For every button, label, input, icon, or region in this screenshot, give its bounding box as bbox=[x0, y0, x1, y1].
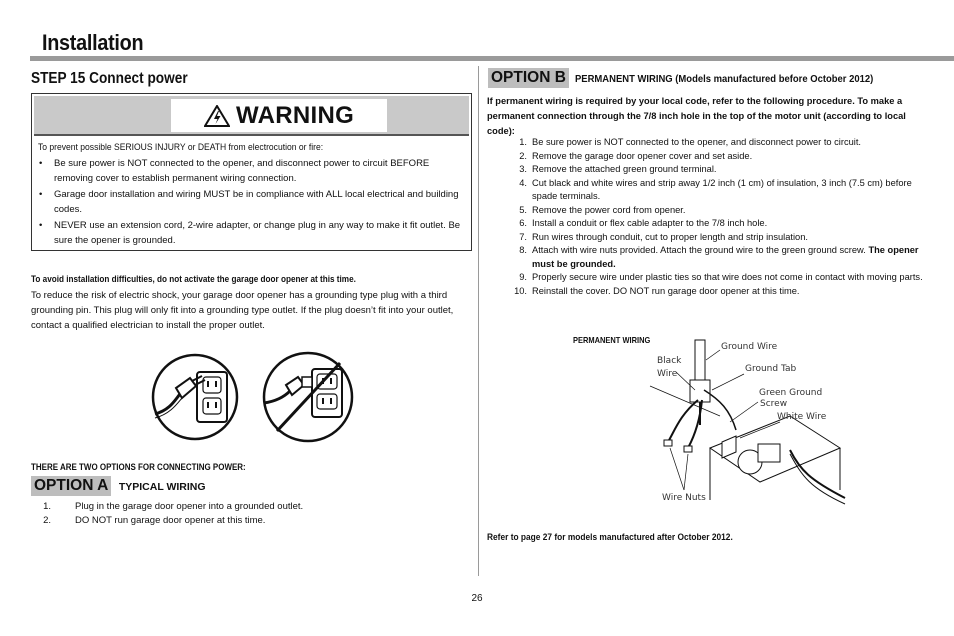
label-green-screw-1: Green Ground bbox=[759, 388, 823, 398]
two-options-heading: THERE ARE TWO OPTIONS FOR CONNECTING POWER: bbox=[31, 462, 246, 473]
label-ground-tab: Ground Tab bbox=[745, 364, 797, 374]
option-a-tag: OPTION A bbox=[31, 476, 111, 496]
list-item: 2. DO NOT run garage door opener at this time. bbox=[43, 514, 266, 526]
option-b-title: PERMANENT WIRING (Models manufactured before October 2012) bbox=[575, 73, 874, 85]
option-b-tag: OPTION B bbox=[488, 68, 569, 88]
label-wire-nuts: Wire Nuts bbox=[662, 493, 706, 503]
option-a-steps bbox=[33, 500, 463, 527]
option-b-heading bbox=[488, 68, 907, 88]
list-item: 4. Cut black and white wires and strip away 1/2 inch (1 cm) of insulation, 3 inch (7.5 cm) before spade terminals. bbox=[519, 177, 912, 201]
warning-bullet: • Be sure power is NOT connected to the opener, and disconnect power to circuit BEFORE removing cover to establish permanent wiring connection. bbox=[38, 156, 466, 187]
warning-body bbox=[38, 140, 466, 249]
label-white-wire: White Wire bbox=[777, 412, 827, 422]
option-b-steps bbox=[487, 136, 932, 298]
title-rule bbox=[30, 56, 954, 61]
step-heading: STEP 15 Connect power bbox=[31, 70, 188, 87]
warning-intro: To prevent possible SERIOUS INJURY or DEATH from electrocution or fire: bbox=[38, 142, 324, 153]
warning-box bbox=[31, 93, 472, 251]
warning-label bbox=[171, 99, 387, 132]
list-item: 1. Be sure power is NOT connected to the opener, and disconnect power to circuit. bbox=[519, 137, 862, 147]
warning-bullet: • NEVER use an extension cord, 2-wire adapter, or change plug in any way to make it fit outlet. Be sure the opener is grounded. bbox=[38, 218, 466, 249]
adapter-plug-prohibited-illustration bbox=[260, 349, 356, 445]
list-item: 8. Attach with wire nuts provided. Attach the ground wire to the green ground screw. The opener must be grounded. bbox=[519, 245, 919, 269]
list-item: 3. Remove the attached green ground terminal. bbox=[519, 164, 717, 174]
footer-reference: Refer to page 27 for models manufactured after October 2012. bbox=[487, 532, 733, 543]
list-item: 7. Run wires through conduit, cut to proper length and strip insulation. bbox=[519, 231, 808, 242]
label-black-wire-1: Black bbox=[657, 356, 682, 366]
label-green-screw-2: Screw bbox=[760, 399, 788, 409]
page-number: 26 bbox=[471, 593, 483, 604]
caution-note: To avoid installation difficulties, do not activate the garage door opener at this time. bbox=[31, 274, 356, 285]
option-a-title: TYPICAL WIRING bbox=[118, 481, 206, 493]
list-item: 10. Reinstall the cover. DO NOT run garage door opener at this time. bbox=[514, 285, 800, 296]
label-ground-wire: Ground Wire bbox=[721, 342, 778, 352]
option-a-heading bbox=[31, 476, 206, 496]
diagram-title: PERMANENT WIRING bbox=[573, 335, 651, 345]
electric-shock-warning-icon bbox=[204, 105, 230, 127]
grounded-plug-correct-illustration bbox=[150, 352, 240, 442]
list-item: 9. Properly secure wire under plastic ties so that wire does not come in contact with moving parts. bbox=[519, 272, 923, 282]
label-black-wire-2: Wire bbox=[657, 369, 678, 379]
warning-bullets bbox=[38, 156, 466, 249]
list-item: 2. Remove the garage door opener cover and set aside. bbox=[519, 150, 753, 161]
warning-header-band bbox=[34, 96, 469, 136]
grounding-paragraph: To reduce the risk of electric shock, your garage door opener has a grounding type plug with a third grounding pin. This plug will only fit into a grounding type outlet. If the plug doesn’t fit into your outlet, contact a qualified electrician to install the proper outlet. bbox=[31, 290, 454, 331]
column-divider bbox=[478, 66, 479, 576]
list-item: 5. Remove the power cord from opener. bbox=[519, 204, 686, 215]
warning-bullet: • Garage door installation and wiring MUST be in compliance with ALL local electrical and building codes. bbox=[38, 187, 466, 218]
warning-word: WARNING bbox=[235, 101, 355, 129]
option-b-intro: If permanent wiring is required by your local code, refer to the following procedure. To make a permanent connection through the 7/8 inch hole in the top of the motor unit (according to local code): bbox=[487, 96, 906, 136]
list-item: 1. Plug in the garage door opener into a grounded outlet. bbox=[43, 501, 304, 512]
page-title: Installation bbox=[42, 30, 144, 55]
list-item: 6. Install a conduit or flex cable adapter to the 7/8 inch hole. bbox=[519, 218, 768, 228]
